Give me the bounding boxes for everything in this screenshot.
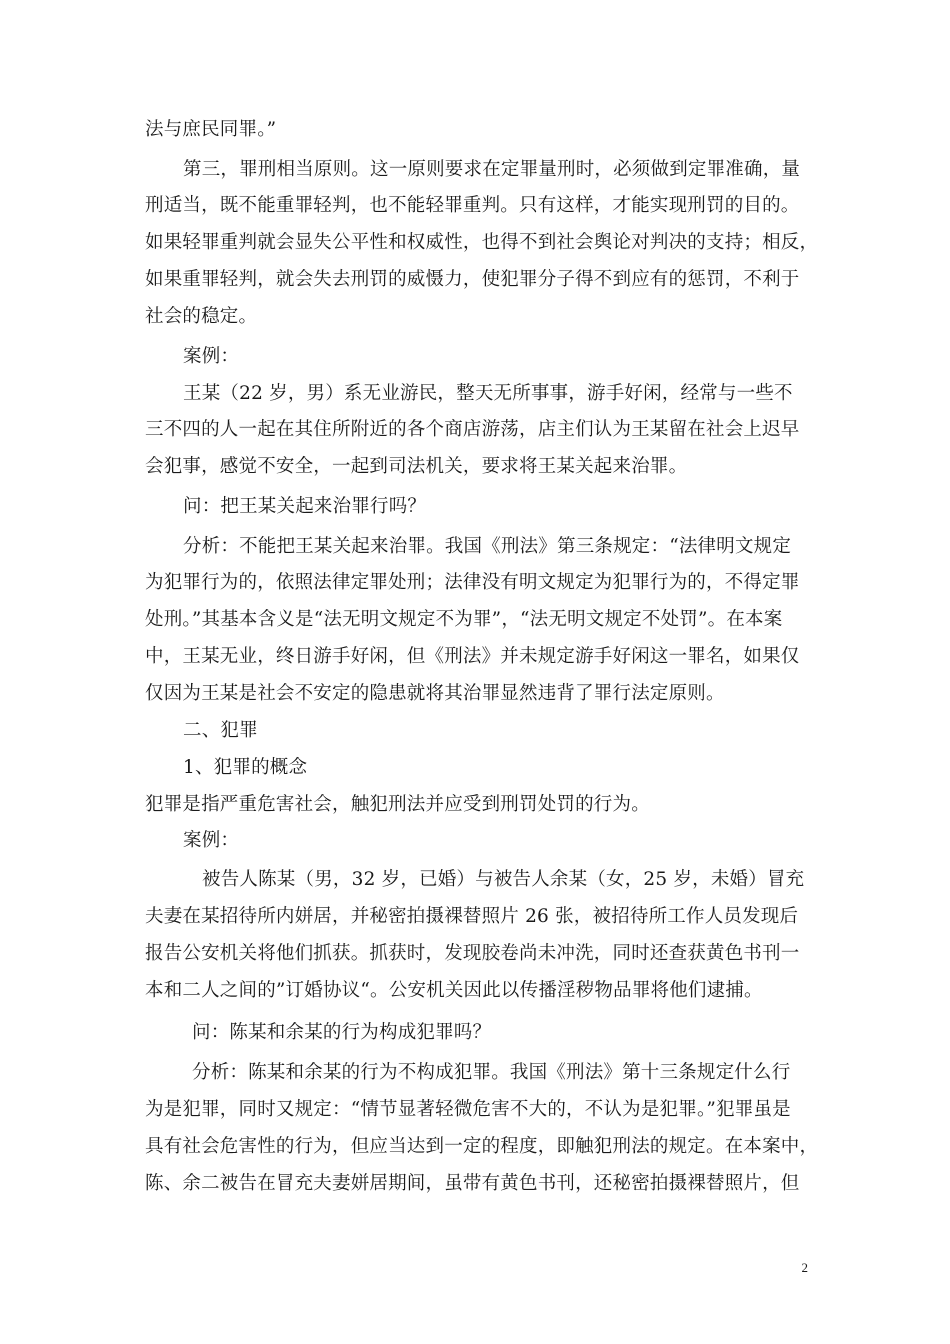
text-line: 报告公安机关将他们抓获。抓获时，发现胶卷尚未冲洗，同时还查获黄色书刊一 [145, 943, 800, 964]
text-line: 会犯事，感觉不安全，一起到司法机关，要求将王某关起来治罪。 [145, 456, 688, 477]
text-line: 刑适当，既不能重罪轻判，也不能轻罪重判。只有这样，才能实现刑罚的目的。 [145, 195, 800, 216]
text-line: 法与庶民同罪。” [145, 119, 277, 140]
text-line: 夫妻在某招待所内姘居，并秘密拍摄裸替照片 26 张，被招待所工作人员发现后 [145, 906, 799, 927]
subsection-heading: 1、犯罪的概念 [183, 757, 308, 778]
text-line: 陈、余二被告在冒充夫妻姘居期间，虽带有黄色书刊，还秘密拍摄裸替照片，但 [145, 1173, 800, 1194]
text-line: 王某（22 岁，男）系无业游民，整天无所事事，游手好闲，经常与一些不 [183, 383, 793, 404]
text-line: 第三，罪刑相当原则。这一原则要求在定罪量刑时，必须做到定罪准确，量 [183, 159, 801, 180]
text-line: 被告人陈某（男，32 岁，已婚）与被告人余某（女，25 岁，未婚）冒充 [202, 869, 805, 890]
text-line: 具有社会危害性的行为，但应当达到一定的程度，即触犯刑法的规定。在本案中， [145, 1136, 819, 1157]
text-line: 分析：陈某和余某的行为不构成犯罪。我国《刑法》第十三条规定什么行 [192, 1062, 791, 1083]
section-heading: 二、犯罪 [183, 720, 258, 741]
text-line: 案例： [183, 830, 240, 851]
text-line: 仅因为王某是社会不安定的隐患就将其治罪显然违背了罪行法定原则。 [145, 683, 725, 704]
text-line: 三不四的人一起在其住所附近的各个商店游荡，店主们认为王某留在社会上迟早 [145, 419, 800, 440]
text-line: 中，王某无业，终日游手好闲，但《刑法》并未规定游手好闲这一罪名，如果仅 [145, 646, 800, 667]
text-line: 分析：不能把王某关起来治罪。我国《刑法》第三条规定：“法律明文规定 [183, 536, 792, 557]
text-line: 犯罪是指严重危害社会，触犯刑法并应受到刑罚处罚的行为。 [145, 794, 650, 815]
text-line: 问：陈某和余某的行为构成犯罪吗？ [192, 1022, 492, 1043]
text-line: 本和二人之间的”订婚协议“。公安机关因此以传播淫秽物品罪将他们逮捕。 [145, 980, 763, 1001]
text-line: 如果重罪轻判，就会失去刑罚的威慑力，使犯罪分子得不到应有的惩罚，不利于 [145, 269, 800, 290]
text-line: 问：把王某关起来治罪行吗？ [183, 496, 427, 517]
text-line: 为是犯罪，同时又规定：“情节显著轻微危害不大的，不认为是犯罪。”犯罪虽是 [145, 1099, 791, 1120]
text-line: 如果轻罪重判就会显失公平性和权威性，也得不到社会舆论对判决的支持；相反， [145, 232, 819, 253]
text-line: 处刑。”其基本含义是“法无明文规定不为罪”，“法无明文规定不处罚”。在本案 [145, 609, 783, 630]
text-line: 社会的稳定。 [145, 306, 258, 327]
text-line: 为犯罪行为的，依照法律定罪处刑；法律没有明文规定为犯罪行为的，不得定罪 [145, 572, 800, 593]
page-number: 2 [801, 1260, 808, 1275]
text-line: 案例： [183, 346, 240, 367]
